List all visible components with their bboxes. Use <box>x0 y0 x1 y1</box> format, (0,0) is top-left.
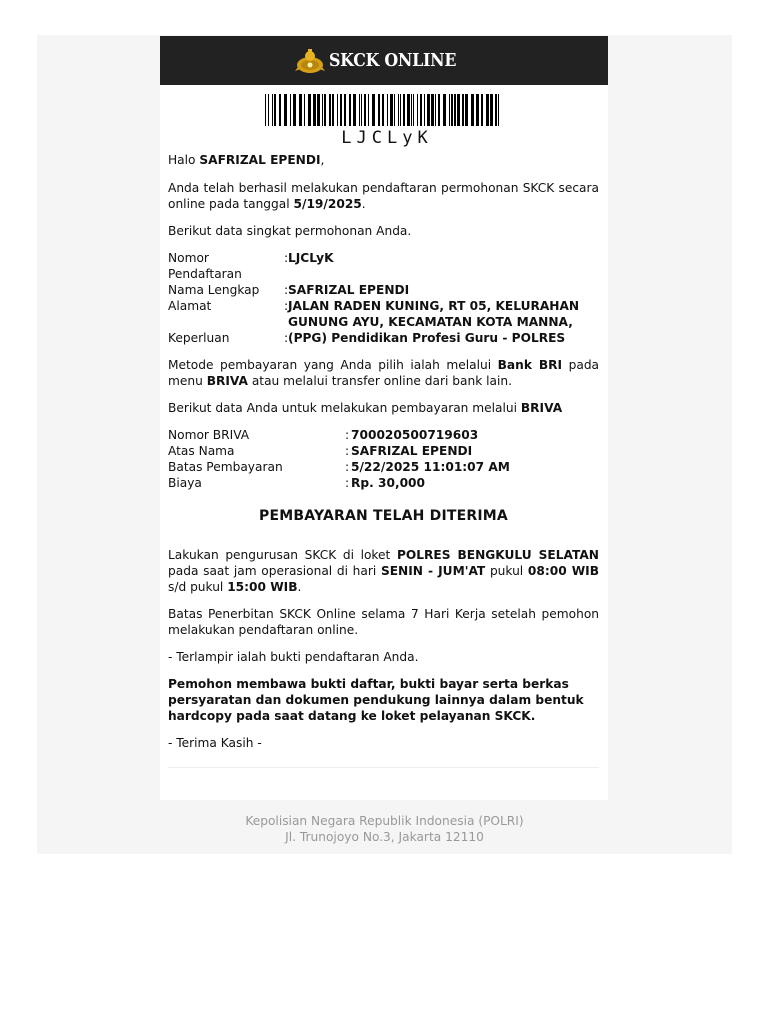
barcode-bar <box>398 94 399 126</box>
barcode-bar <box>486 94 489 126</box>
summary-intro: Berikut data singkat permohonan Anda. <box>168 224 412 238</box>
barcode-bar <box>353 94 356 126</box>
barcode-bar <box>268 94 269 126</box>
barcode-bar <box>438 94 440 126</box>
barcode-bar <box>272 94 273 126</box>
barcode-bar <box>304 94 305 126</box>
registration-date: 5/19/2025 <box>293 197 362 211</box>
payment-deadline: 5/22/2025 11:01:07 AM <box>351 460 510 474</box>
briva-label: Atas Nama <box>168 444 235 458</box>
registration-table: Nomor Pendaftaran : LJCLyK Nama Lengkap : SAFRIZAL EPENDI Alamat : JALAN RADEN KUNING, RT 05, KELURAHAN GUNUNG AYU, KECAMATAN KOTA MANNA, Keperluan : (PPG) Pendidikan Profesi Guru - POLRES <box>168 251 580 345</box>
registration-value: LJCLyK <box>288 251 334 265</box>
barcode-bar <box>299 94 302 126</box>
registration-value: (PPG) Pendidikan Profesi Guru - POLRES <box>288 331 566 345</box>
barcode-bar <box>498 94 499 126</box>
barcode-bar <box>332 94 334 126</box>
barcode-bar <box>349 94 351 126</box>
barcode-bar <box>293 94 296 126</box>
registration-label: Alamat <box>168 299 212 313</box>
barcode-bar <box>340 94 342 126</box>
email-card <box>160 36 608 800</box>
barcode-bar <box>400 94 401 126</box>
registration-label: Keperluan <box>168 331 230 345</box>
barcode-bar <box>344 94 346 126</box>
brand-name: SKCK ONLINE <box>328 50 456 71</box>
footer-org: Kepolisian Negara Republik Indonesia (POLRI) <box>245 814 524 828</box>
intro-paragraph: Anda telah berhasil melakukan pendaftaran permohonan SKCK secara online pada tanggal 5/19/2025. <box>168 181 599 211</box>
barcode-bar <box>451 94 453 126</box>
barcode-bar <box>265 94 266 126</box>
barcode-bar <box>284 94 287 126</box>
barcode-bar <box>403 94 405 126</box>
briva-label: Nomor BRIVA <box>168 428 250 442</box>
payment-amount: Rp. 30,000 <box>351 476 426 490</box>
barcode-bar <box>454 94 456 126</box>
barcode-bar <box>313 94 316 126</box>
barcode-bar <box>378 94 380 126</box>
barcode-bar <box>372 94 375 126</box>
email-body <box>160 152 608 768</box>
registration-label: Nama Lengkap <box>168 283 260 297</box>
payment-status-title: PEMBAYARAN TELAH DITERIMA <box>259 508 508 524</box>
requirements-note: Pemohon membawa bukti daftar, bukti bayar serta berkas persyaratan dan dokumen pendukung lainnya dalam bentuk hardcopy pada saat datang ke loket pelayanan SKCK. <box>168 677 584 723</box>
registration-value: SAFRIZAL EPENDI <box>288 283 410 297</box>
attached-note: - Terlampir ialah bukti pendaftaran Anda. <box>168 650 419 664</box>
deadline-note: Batas Penerbitan SKCK Online selama 7 Hari Kerja setelah pemohon melakukan pendaftaran online. <box>168 607 599 637</box>
barcode-bar <box>462 94 464 126</box>
barcode-bar <box>411 94 412 126</box>
briva-table: Nomor BRIVA : 700020500719603 Atas Nama : SAFRIZAL EPENDI Batas Pembayaran : 5/22/2025 11:01:07 AM Biaya : Rp. 30,000 <box>168 428 510 490</box>
barcode-bar <box>427 94 430 126</box>
briva-label: Biaya <box>168 476 202 490</box>
email-background <box>37 35 732 854</box>
barcode-bar <box>476 94 479 126</box>
barcode-block <box>160 85 608 148</box>
barcode-text: LJCLyK <box>341 128 433 148</box>
barcode-bar <box>457 94 460 126</box>
barcode-bar <box>443 94 446 126</box>
briva-label: Batas Pembayaran <box>168 460 283 474</box>
barcode-bar <box>390 94 393 126</box>
barcode-bar <box>387 94 388 126</box>
briva-intro: Berikut data Anda untuk melakukan pembayaran melalui BRIVA <box>168 401 563 415</box>
barcode-bar <box>290 94 291 126</box>
barcode-bar <box>495 94 497 126</box>
barcode-bar <box>337 94 338 126</box>
barcode-bar <box>471 94 474 126</box>
email-header <box>160 36 608 85</box>
barcode-image <box>265 94 503 126</box>
barcode-bar <box>308 94 311 126</box>
barcode-bar <box>481 94 483 126</box>
email-footer <box>37 813 732 845</box>
footer-address: Jl. Trunojoyo No.3, Jakarta 12110 <box>285 830 484 844</box>
barcode-bar <box>394 94 395 126</box>
payment-method-paragraph: Metode pembayaran yang Anda pilih ialah melalui Bank BRI pada menu BRIVA atau melalui transfer online dari bank lain. <box>168 358 600 388</box>
registration-value: JALAN RADEN KUNING, RT 05, KELURAHAN GUNUNG AYU, KECAMATAN KOTA MANNA, <box>288 299 580 329</box>
barcode-bar <box>407 94 410 126</box>
barcode-bar <box>368 94 369 126</box>
barcode-bar <box>431 94 434 126</box>
barcode-bar <box>449 94 450 126</box>
barcode-bar <box>490 94 493 126</box>
police-emblem-icon <box>295 47 325 75</box>
barcode-bar <box>274 94 276 126</box>
barcode-bar <box>413 94 414 126</box>
closing-text: - Terima Kasih - <box>168 736 262 750</box>
briva-number: 700020500719603 <box>351 428 479 442</box>
briva-account-name: SAFRIZAL EPENDI <box>351 444 473 458</box>
barcode-bar <box>465 94 468 126</box>
barcode-bar <box>279 94 281 126</box>
applicant-name: SAFRIZAL EPENDI <box>199 153 321 167</box>
barcode-bar <box>324 94 326 126</box>
barcode-bar <box>420 94 422 126</box>
barcode-bar <box>417 94 418 126</box>
instruction-paragraph: Lakukan pengurusan SKCK di loket POLRES BENGKULU SELATAN pada saat jam operasional di hari SENIN - JUM'AT pukul 08:00 WIB s/d pukul 15:00 WIB. <box>168 548 600 594</box>
barcode-bar <box>317 94 320 126</box>
barcode-bar <box>364 94 366 126</box>
brand-logo <box>295 47 473 75</box>
barcode-bar <box>435 94 436 126</box>
barcode-bar <box>424 94 425 126</box>
barcode-bar <box>329 94 331 126</box>
barcode-bar <box>361 94 362 126</box>
barcode-bar <box>359 94 360 126</box>
divider <box>168 767 599 768</box>
barcode-bar <box>322 94 323 126</box>
greeting: Halo SAFRIZAL EPENDI, <box>168 153 325 167</box>
registration-label: Nomor Pendaftaran <box>168 251 242 281</box>
barcode-bar <box>382 94 384 126</box>
